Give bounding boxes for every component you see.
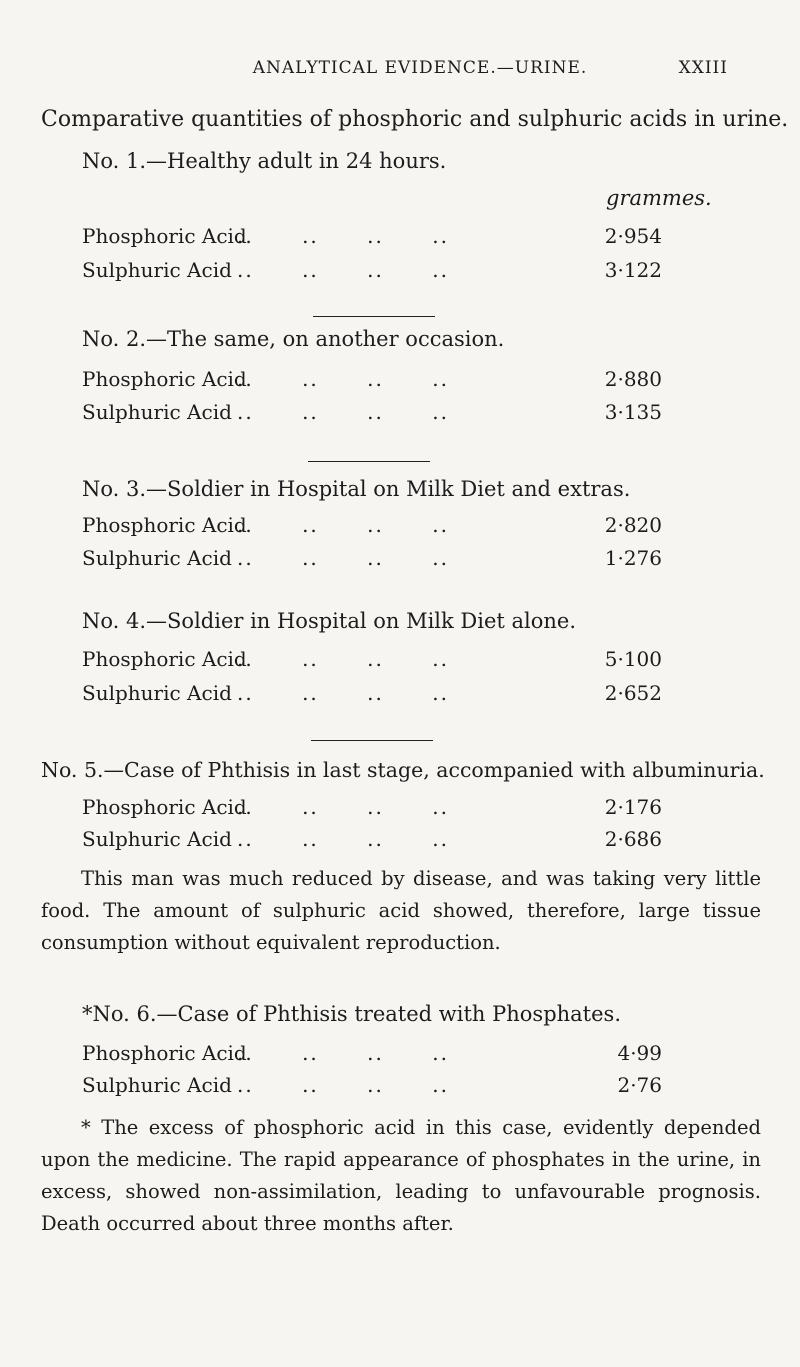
- row-value: 3·135: [604, 400, 662, 424]
- row-label: Phosphoric Acid: [82, 224, 247, 248]
- row-value: 2·176: [604, 795, 662, 819]
- case-1-row-phosphoric: [82, 224, 662, 252]
- case-5-title: No. 5.—Case of Phthisis in last stage, accompanied with albuminuria.: [41, 758, 765, 782]
- row-label: Sulphuric Acid: [82, 827, 232, 851]
- row-label: Phosphoric Acid: [82, 367, 247, 391]
- dot-leader: .. .. .. ..: [237, 1073, 449, 1097]
- dot-leader: .. .. .. ..: [237, 827, 449, 851]
- row-value: 2·76: [617, 1073, 662, 1097]
- row-label: Sulphuric Acid: [82, 258, 232, 282]
- case-2-row-sulphuric: [82, 400, 662, 428]
- dot-leader: .. .. .. ..: [237, 224, 449, 248]
- running-head-title: ANALYTICAL EVIDENCE.—URINE.: [252, 58, 588, 78]
- case-6-title: *No. 6.—Case of Phthisis treated with Phosphates.: [82, 1002, 621, 1026]
- case-2-title: No. 2.—The same, on another occasion.: [82, 327, 505, 351]
- row-value: 2·686: [604, 827, 662, 851]
- divider-rule: [313, 316, 435, 317]
- case-1-row-sulphuric: [82, 258, 662, 286]
- row-value: 2·954: [604, 224, 662, 248]
- dot-leader: .. .. .. ..: [237, 513, 449, 537]
- case-3-title: No. 3.—Soldier in Hospital on Milk Diet and extras.: [82, 477, 631, 501]
- case-6-row-phosphoric: [82, 1041, 662, 1069]
- row-label: Phosphoric Acid: [82, 513, 247, 537]
- dot-leader: .. .. .. ..: [237, 681, 449, 705]
- dot-leader: .. .. .. ..: [237, 367, 449, 391]
- dot-leader: .. .. .. ..: [237, 258, 449, 282]
- row-label: Sulphuric Acid: [82, 546, 232, 570]
- case-5-commentary: This man was much reduced by disease, and was taking very little food. The amount of sulphuric acid showed, therefore, large tissue consumption without equivalent reproduction.: [41, 867, 761, 954]
- row-value: 1·276: [604, 546, 662, 570]
- row-value: 2·652: [604, 681, 662, 705]
- row-label: Sulphuric Acid: [82, 400, 232, 424]
- row-value: 2·880: [604, 367, 662, 391]
- row-label: Sulphuric Acid: [82, 681, 232, 705]
- row-value: 3·122: [604, 258, 662, 282]
- divider-rule: [311, 740, 433, 741]
- case-4-row-phosphoric: [82, 647, 662, 675]
- case-3-row-sulphuric: [82, 546, 662, 574]
- case-1-title: No. 1.—Healthy adult in 24 hours.: [82, 149, 447, 173]
- case-4-row-sulphuric: [82, 681, 662, 709]
- row-value: 4·99: [617, 1041, 662, 1065]
- row-label: Phosphoric Acid: [82, 647, 247, 671]
- dot-leader: .. .. .. ..: [237, 647, 449, 671]
- dot-leader: .. .. .. ..: [237, 400, 449, 424]
- row-value: 2·820: [604, 513, 662, 537]
- dot-leader: .. .. .. ..: [237, 546, 449, 570]
- row-label: Phosphoric Acid: [82, 1041, 247, 1065]
- case-5-row-phosphoric: [82, 795, 662, 823]
- case-4-title: No. 4.—Soldier in Hospital on Milk Diet alone.: [82, 609, 577, 633]
- divider-rule: [308, 461, 430, 462]
- page-number: XXIII: [678, 58, 728, 78]
- case-5-row-sulphuric: [82, 827, 662, 855]
- row-label: Sulphuric Acid: [82, 1073, 232, 1097]
- case-2-row-phosphoric: [82, 367, 662, 395]
- dot-leader: .. .. .. ..: [237, 1041, 449, 1065]
- case-6-row-sulphuric: [82, 1073, 662, 1101]
- row-value: 5·100: [604, 647, 662, 671]
- page-heading: Comparative quantities of phosphoric and sulphuric acids in urine.: [41, 107, 789, 132]
- unit-label: grammes.: [606, 186, 712, 210]
- footnote: * The excess of phosphoric acid in this case, evidently depended upon the medicine. The rapid appearance of phosphates in the urine, in excess, showed non-assimilation, leading to unfavourable prognosis. Death occurred about three months after.: [41, 1116, 761, 1235]
- dot-leader: .. .. .. ..: [237, 795, 449, 819]
- case-3-row-phosphoric: [82, 513, 662, 541]
- row-label: Phosphoric Acid: [82, 795, 247, 819]
